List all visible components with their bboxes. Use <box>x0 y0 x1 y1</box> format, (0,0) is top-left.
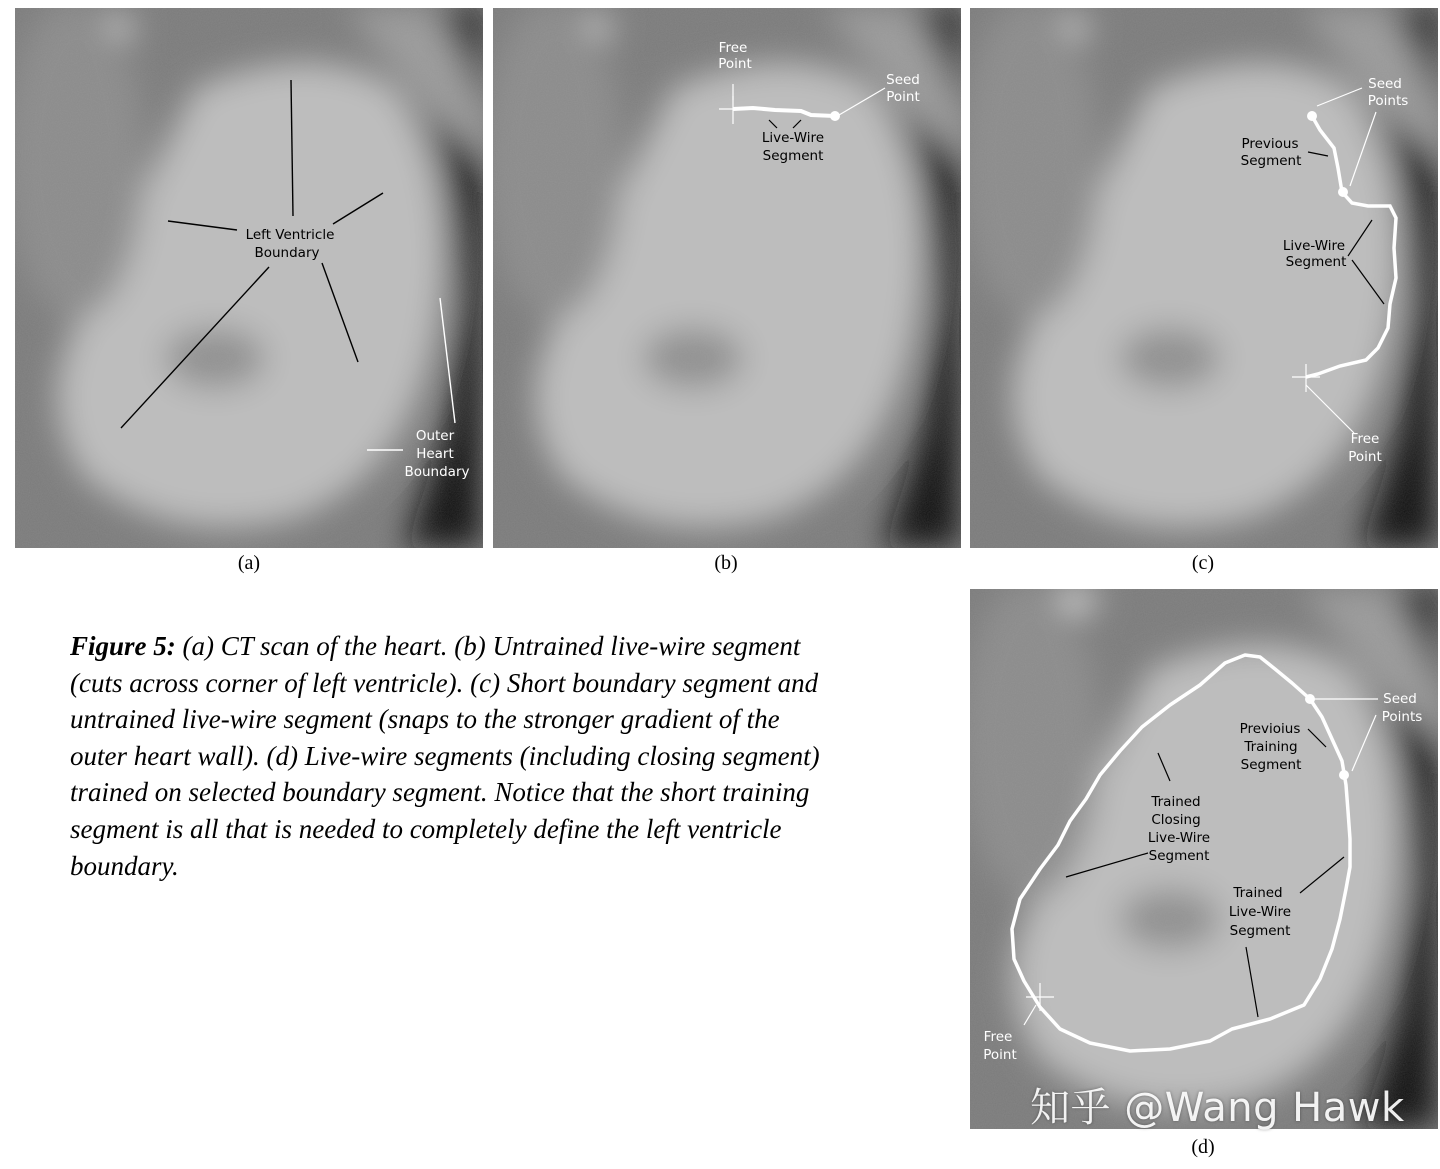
label-closing-4: Segment <box>1148 848 1210 864</box>
label-livewire-1: Live-Wire <box>1282 238 1346 254</box>
label-free-1: Free <box>1350 431 1380 447</box>
panel-c <box>970 8 1438 548</box>
label-trained-2: Live-Wire <box>1228 904 1292 920</box>
label-prev-3: Segment <box>1240 757 1302 773</box>
ct-scan-image-c <box>970 8 1438 548</box>
label-livewire-1: Live-Wire <box>761 130 825 146</box>
label-livewire-2: Segment <box>762 148 824 164</box>
label-closing-1: Trained <box>1151 794 1201 810</box>
label-free-2: Point <box>1348 449 1382 465</box>
label-outer-1: Outer <box>415 428 455 444</box>
label-lv-2: Boundary <box>254 245 320 261</box>
label-previous-1: Previous <box>1241 136 1299 152</box>
label-outer-2: Heart <box>416 446 454 462</box>
label-free-2: Point <box>983 1047 1017 1063</box>
figure-caption <box>70 628 830 884</box>
label-seed-1: Seed <box>886 72 920 88</box>
label-livewire-2: Segment <box>1285 254 1347 270</box>
label-seed-2: Points <box>1381 709 1423 725</box>
label-lv-1: Left Ventricle <box>245 227 335 243</box>
sublabel-b: (b) <box>714 552 738 574</box>
label-free-2: Point <box>718 56 752 72</box>
label-trained-3: Segment <box>1229 923 1291 939</box>
sublabel-d: (d) <box>1191 1136 1215 1158</box>
label-seed-2: Point <box>886 89 920 105</box>
label-closing-3: Live-Wire <box>1147 830 1211 846</box>
ct-scan-image-b <box>493 8 961 548</box>
caption-label: Figure 5: <box>70 631 176 661</box>
panel-d <box>970 589 1438 1129</box>
ct-scan-image-d <box>970 589 1438 1129</box>
label-prev-2: Training <box>1244 739 1298 755</box>
label-closing-2: Closing <box>1151 812 1201 828</box>
caption-text: (a) CT scan of the heart. (b) Untrained live-wire segment (cuts across corner of left ventricle). (c) Short boundary segment and untrained live-wire segment (snaps to the stronger gradient of the outer heart wall). (d) Live-wire segments (including closing segment) trained on selected boundary segment. Notice that the short training segment is all that is needed to completely define the left ventricle boundary. <box>70 631 820 881</box>
panel-b <box>493 8 961 548</box>
label-seed-1: Seed <box>1383 691 1417 707</box>
watermark: 知乎 @Wang Hawk <box>1030 1085 1405 1131</box>
label-outer-3: Boundary <box>404 464 470 480</box>
label-previous-2: Segment <box>1240 153 1302 169</box>
label-seed-2: Points <box>1367 93 1409 109</box>
sublabel-a: (a) <box>237 552 261 574</box>
label-seed-1: Seed <box>1368 76 1402 92</box>
panel-a <box>15 8 483 548</box>
label-trained-1: Trained <box>1233 885 1283 901</box>
label-free-1: Free <box>718 40 748 56</box>
label-free-1: Free <box>983 1029 1013 1045</box>
sublabel-c: (c) <box>1191 552 1215 574</box>
ct-scan-image-a <box>15 8 483 548</box>
label-prev-1: Previoius <box>1239 721 1301 737</box>
